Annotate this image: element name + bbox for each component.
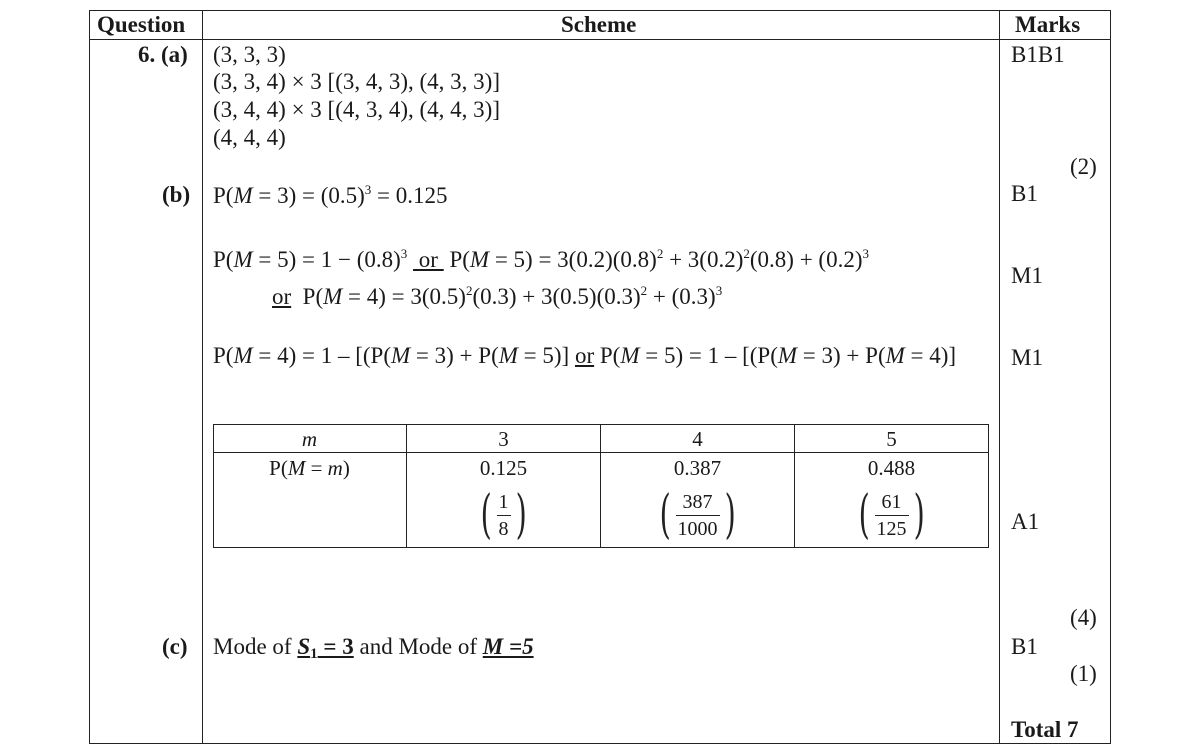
question-column-divider xyxy=(202,10,203,744)
left-border xyxy=(89,10,90,744)
part-b-label: (b) xyxy=(162,182,191,207)
part-c-total: (1) xyxy=(1070,661,1097,686)
part-a-mark: B1B1 xyxy=(1011,42,1065,67)
part-a-label: 6. (a) xyxy=(138,42,188,67)
distribution-table-mid xyxy=(213,452,989,453)
table-row-label: P(M = m) xyxy=(269,456,350,480)
part-c-label: (c) xyxy=(162,634,188,659)
header-question: Question xyxy=(97,12,186,37)
table-value-5: 0.488 xyxy=(867,456,916,480)
fraction-denominator: 1000 xyxy=(677,517,718,540)
part-b-p5-equation: $P(M = 5) = 1 - (0.8)^3$ or $P(M = 5) = 3(0.2)(0.8)^2 + 3(0.2)^2(0.8) + (0.2)^3$ xyxy=(213,246,869,272)
distribution-table-top xyxy=(213,424,989,425)
part-b-complement-equation: P(M = 4) = 1 – [(P(M = 3) + P(M = 5)] or P(M = 5) = 1 – [(P(M = 3) + P(M = 4)] xyxy=(213,343,957,368)
header-marks: Marks xyxy=(1015,12,1081,37)
part-b-total: (4) xyxy=(1070,605,1097,630)
table-bottom-border xyxy=(89,743,1111,744)
part-b-mark-m1a: M1 xyxy=(1011,263,1043,288)
fraction-denominator: 125 xyxy=(876,517,907,540)
mode-s1: $S_1 = 3$ xyxy=(297,634,354,662)
part-b-p4-alt-equation: or $P(M = 4) = 3(0.5)^2(0.3) + 3(0.5)(0.3)^2 + (0.3)^3$ xyxy=(272,283,723,309)
header-scheme: Scheme xyxy=(561,12,637,37)
fraction-numerator: 387 xyxy=(682,490,713,513)
table-fraction-5: ( $\frac{61}{125}$ ) xyxy=(858,485,925,545)
part-b-mark-m1b: M1 xyxy=(1011,345,1043,370)
mode-m: M =5 xyxy=(482,634,534,659)
part-a-line-1: (3, 3, 3) xyxy=(213,42,286,67)
right-border xyxy=(1110,10,1111,744)
grand-total: Total 7 xyxy=(1011,717,1079,742)
part-c-answer: Mode of $S_1 = 3$ and Mode of M =5 xyxy=(213,634,534,662)
table-value-4: 0.387 xyxy=(673,456,722,480)
part-b-mark-a1: A1 xyxy=(1011,509,1040,534)
part-a-line-3: (3, 4, 4) × 3 [(4, 3, 4), (4, 4, 3)] xyxy=(213,97,500,122)
table-header-4: 4 xyxy=(692,427,703,451)
part-b-mark-b1: B1 xyxy=(1011,181,1038,206)
table-fraction-4: ( $\frac{387}{1000}$ ) xyxy=(659,485,736,545)
part-b-p3-equation: $P(M = 3) = (0.5)^3 = 0.125$ xyxy=(213,182,448,208)
part-a-line-4: (4, 4, 4) xyxy=(213,125,286,150)
table-value-3: 0.125 xyxy=(479,456,528,480)
marks-column-divider xyxy=(999,10,1000,744)
fraction-numerator: 61 xyxy=(881,490,902,513)
part-a-total: (2) xyxy=(1070,154,1097,179)
header-bottom-border xyxy=(89,39,1111,40)
distribution-table xyxy=(213,424,989,548)
table-header-m: m xyxy=(301,427,318,451)
fraction-numerator: 1 xyxy=(498,490,509,513)
table-header-5: 5 xyxy=(886,427,897,451)
part-c-mark: B1 xyxy=(1011,634,1038,659)
table-fraction-3: ( $\frac{1}{8}$ ) xyxy=(480,485,527,545)
table-header-3: 3 xyxy=(498,427,509,451)
distribution-table-bottom xyxy=(213,547,989,548)
fraction-denominator: 8 xyxy=(498,517,509,540)
distribution-table-col-4 xyxy=(988,424,989,548)
part-a-line-2: (3, 3, 4) × 3 [(3, 4, 3), (4, 3, 3)] xyxy=(213,69,500,94)
